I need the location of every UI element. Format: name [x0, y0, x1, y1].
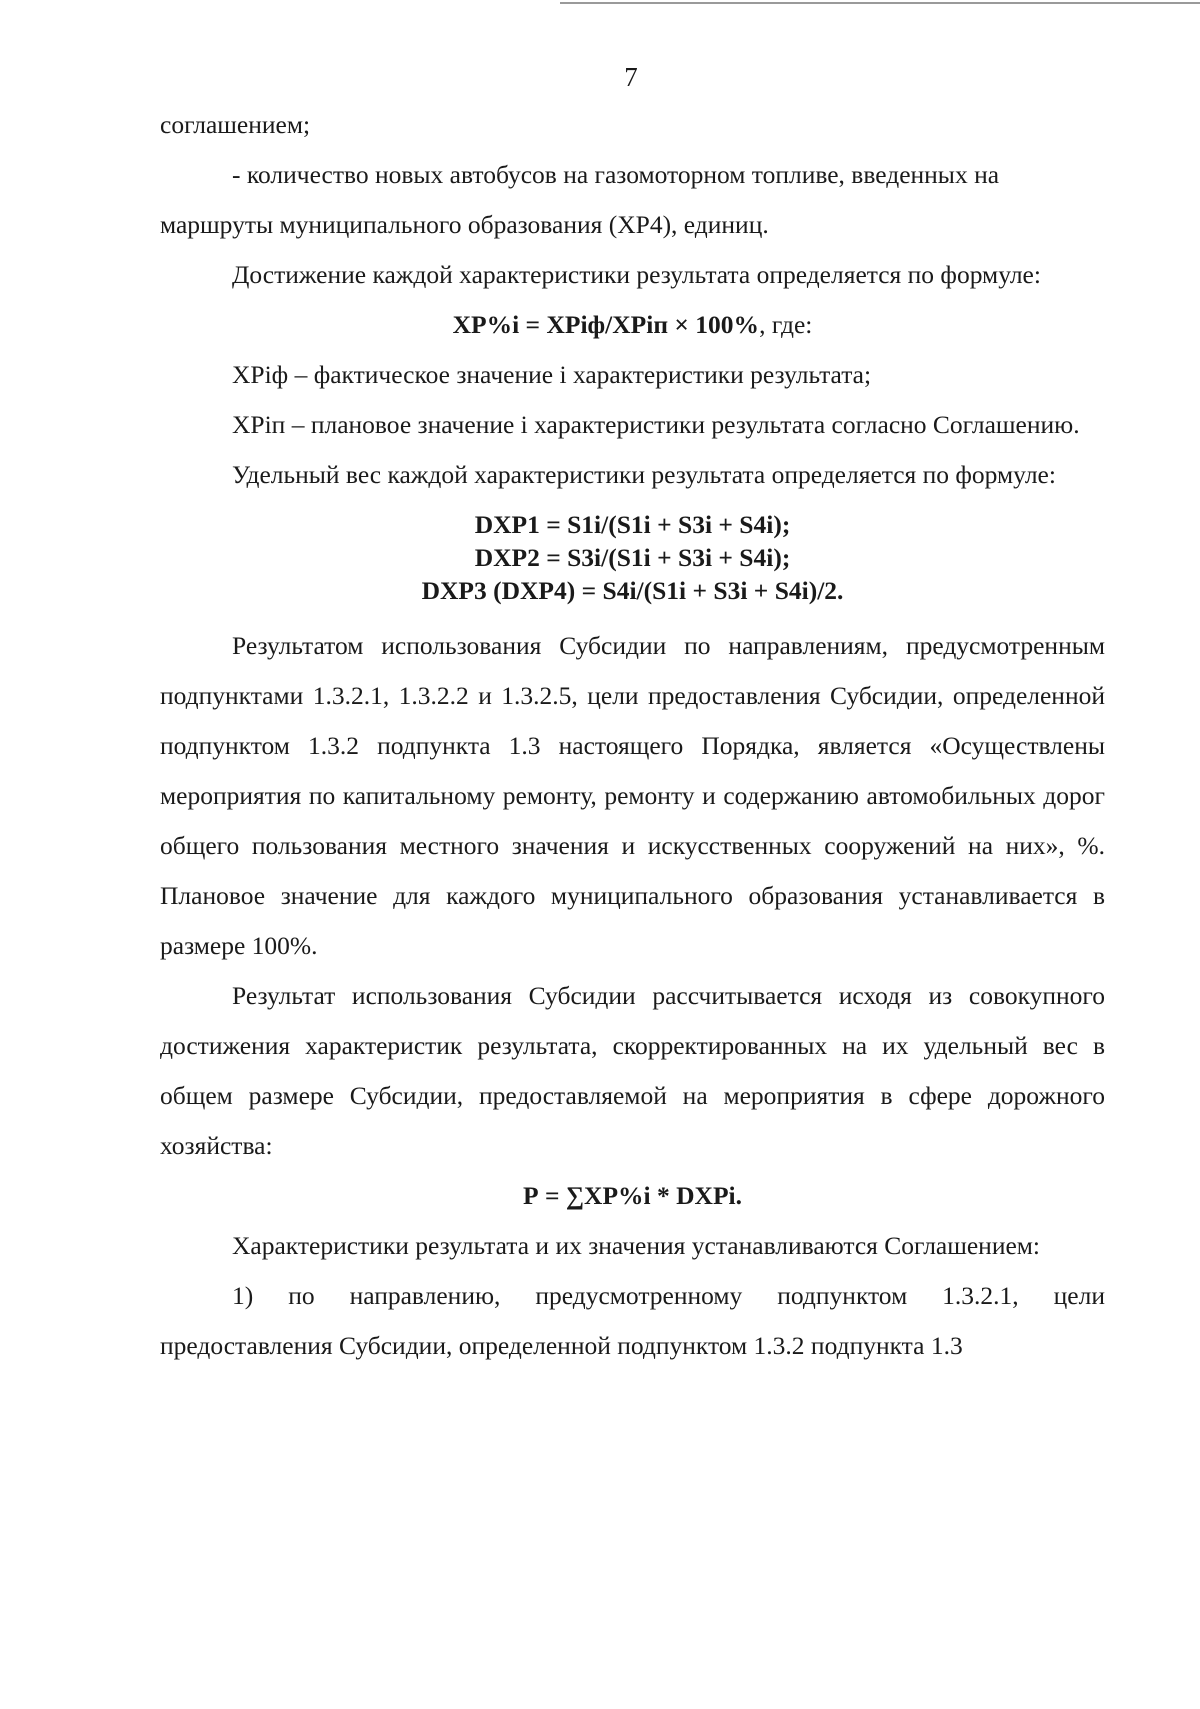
formula-total-result [160, 1171, 1105, 1221]
formula-body: Р = ∑ХР%i * DХРi. [523, 1181, 742, 1210]
top-rule [560, 2, 1200, 4]
formula-line: DХР3 (DХР4) = S4i/(S1i + S3i + S4i)/2. [421, 576, 844, 605]
text-line: - количество новых автобусов на газомоторном топливе, введенных на [232, 160, 1000, 189]
paragraph: Характеристики результата и их значения устанавливаются Соглашением: [232, 1231, 1041, 1260]
formula-line: DХР1 = S1i/(S1i + S3i + S4i); [474, 510, 791, 539]
text-line: маршруты муниципального образования (ХР4), единиц. [160, 210, 769, 239]
formula-specific-weight [160, 508, 1105, 607]
paragraph: Результатом использования Субсидии по направлениям, предусмотренным подпунктами 1.3.2.1, 1.3.2.2 и 1.3.2.5, цели предоставления Субсидии, определенной подпунктом 1.3.2 подпункта 1.3 настоящего Порядка, является «Осуществлены мероприятия по капитальному ремонту, ремонту и содержанию автомобильных дорог общего пользования местного значения и искусственных сооружений на них», %. Плановое значение для каждого муниципального образования устанавливается в размере 100%. [160, 631, 1105, 960]
definition-line: ХРiф – фактическое значение i характеристики результата; [232, 360, 872, 389]
paragraph: Результат использования Субсидии рассчитывается исходя из совокупного достижения характеристик результата, скорректированных на их удельный вес в общем размере Субсидии, предоставляемой на мероприятия в сфере дорожного хозяйства: [160, 981, 1105, 1160]
paragraph: Удельный вес каждой характеристики результата определяется по формуле: [232, 460, 1056, 489]
formula-line: DХР2 = S3i/(S1i + S3i + S4i); [474, 543, 791, 572]
paragraph: 1) по направлению, предусмотренному подпунктом 1.3.2.1, цели предоставления Субсидии, определенной подпунктом 1.3.2 подпункта 1.3 [160, 1281, 1105, 1360]
formula-result-achievement [160, 300, 1105, 350]
document-body [160, 100, 1105, 1371]
formula-body: ХР%i = ХРiф/ХРiп × 100% [452, 310, 760, 339]
page-number: 7 [624, 62, 638, 92]
text-line: соглашением; [160, 110, 311, 139]
definition-line: ХРiп – плановое значение i характеристики результата согласно Соглашению. [232, 410, 1080, 439]
formula-tail: , где: [759, 310, 813, 339]
paragraph: Достижение каждой характеристики результата определяется по формуле: [232, 260, 1041, 289]
